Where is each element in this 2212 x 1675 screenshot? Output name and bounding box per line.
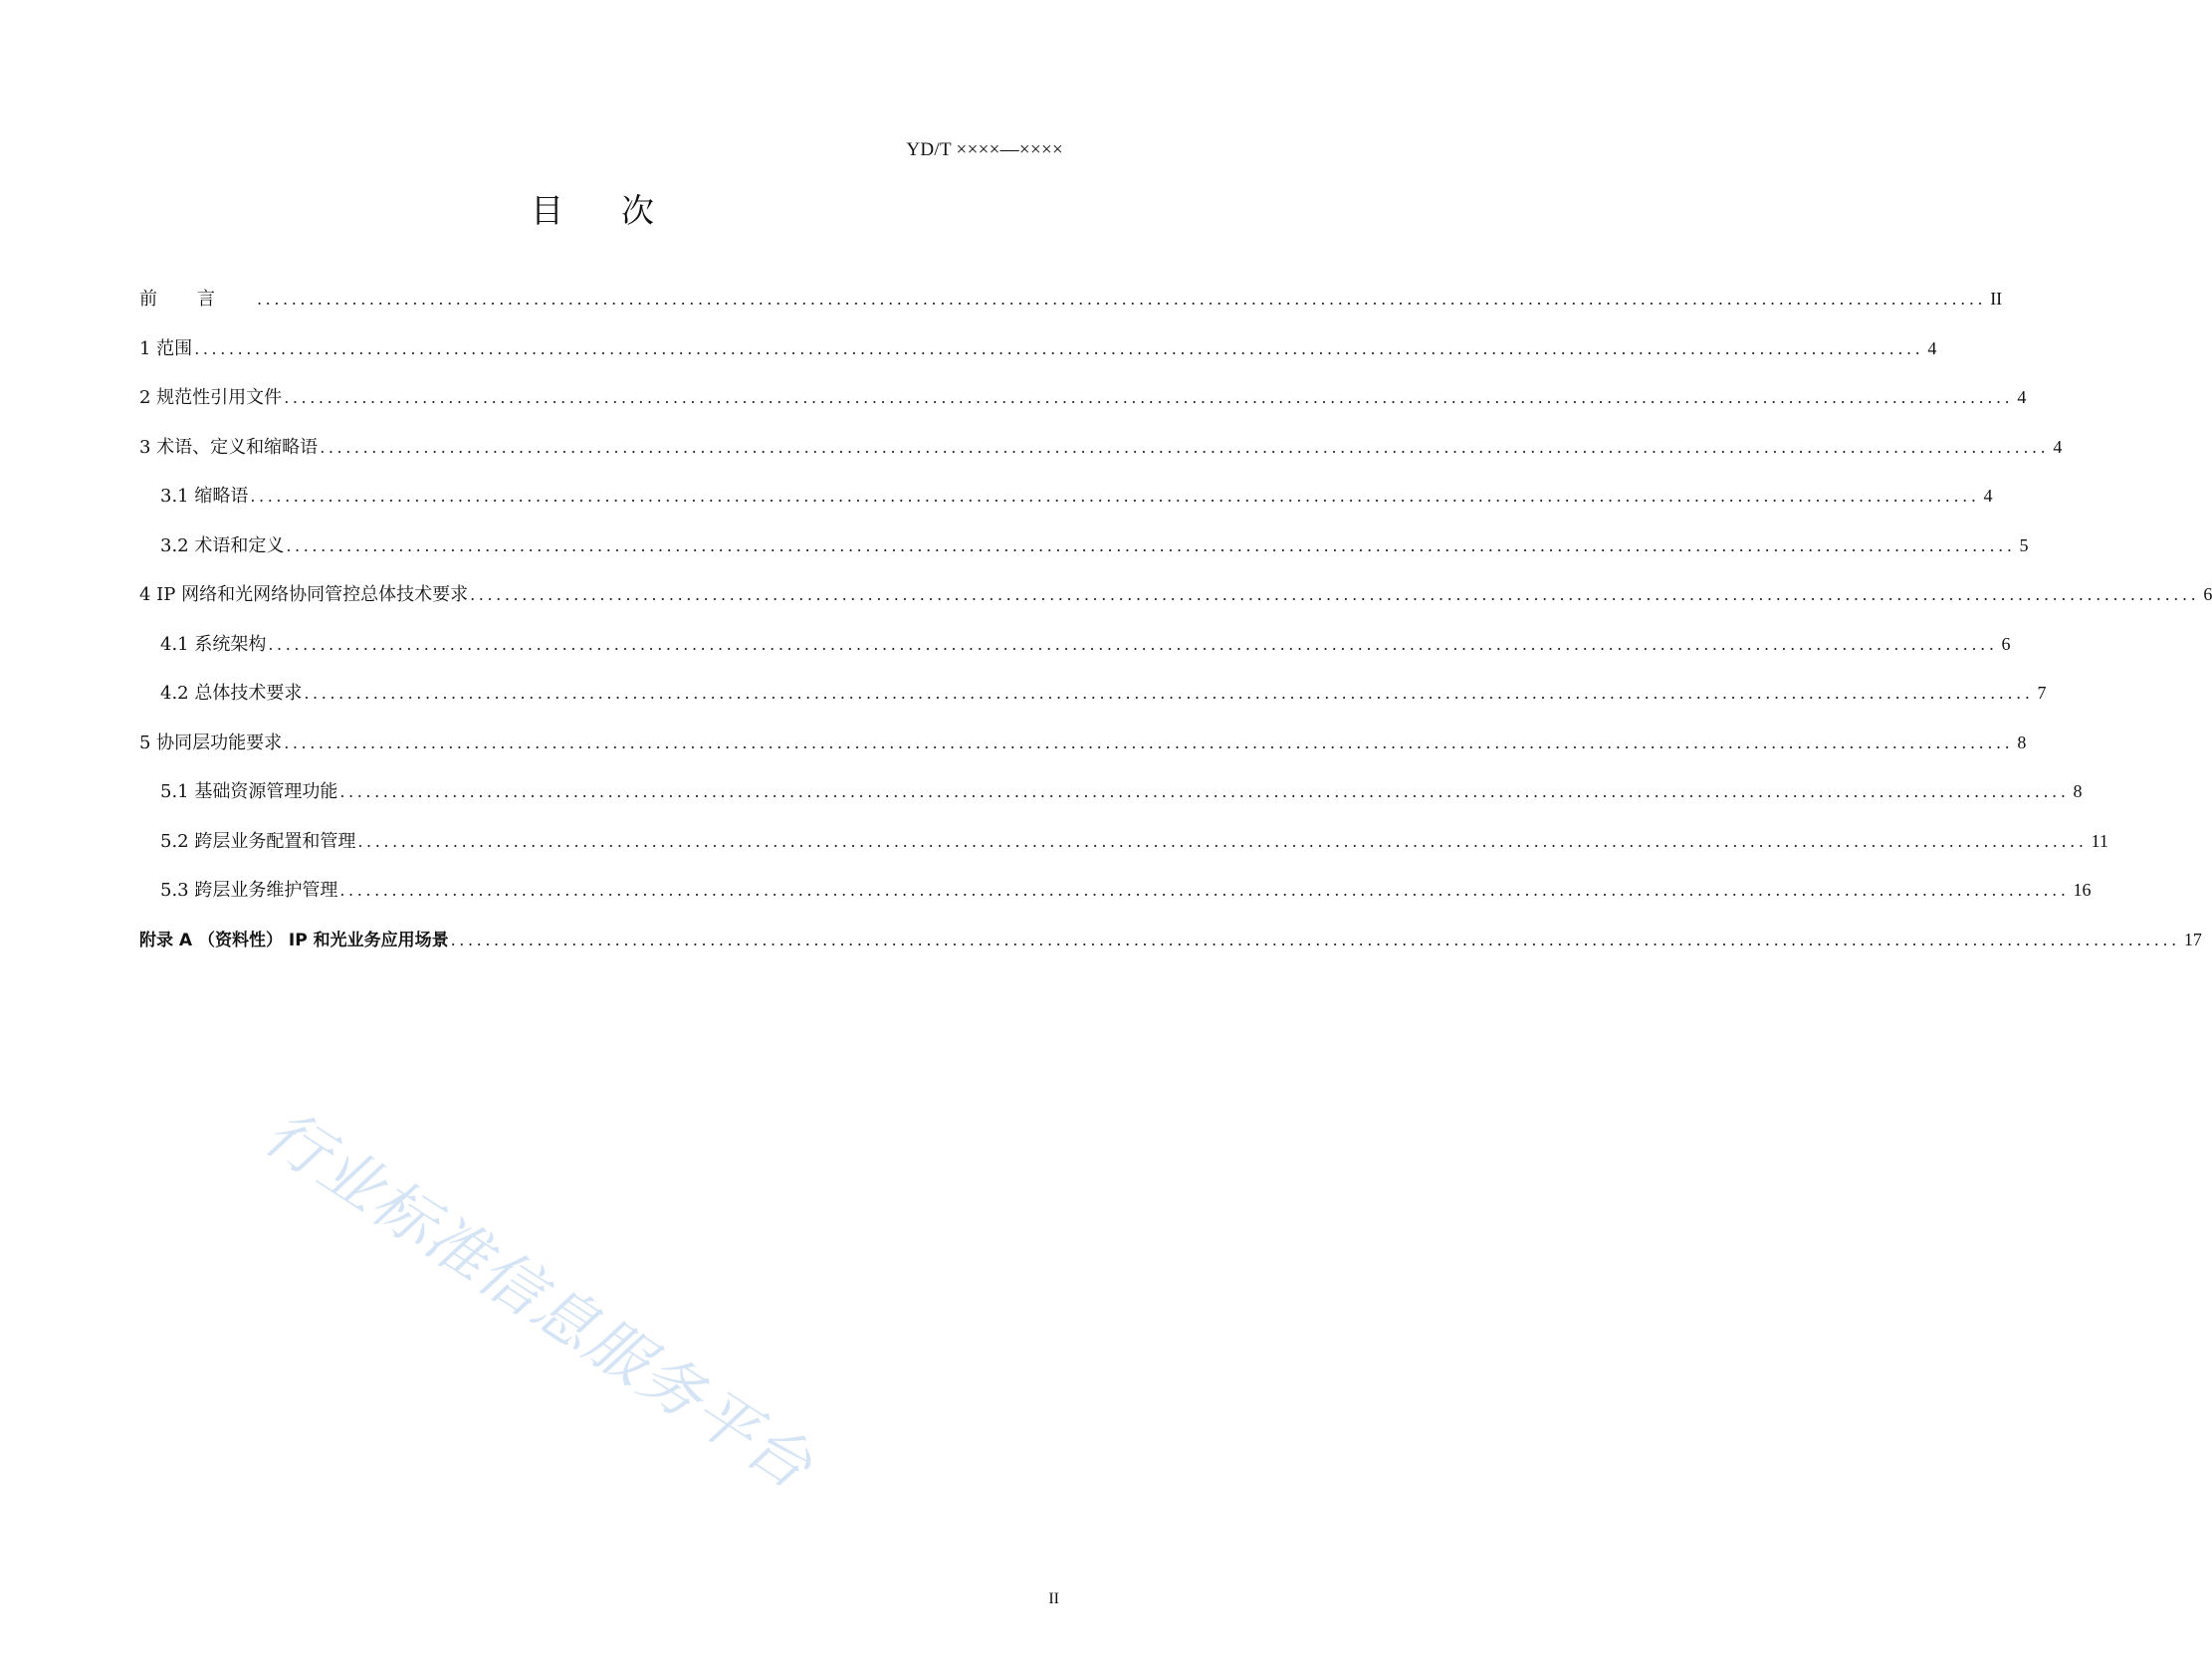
toc-entry-page: 8	[2017, 732, 2027, 752]
toc-entry-page: II	[1990, 289, 2003, 309]
toc-entry-page: 5	[2019, 534, 2029, 555]
toc-entry-foreword[interactable]	[139, 287, 2003, 336]
toc-entry-page: 4	[1927, 337, 1937, 358]
toc-entry-label: 5.2 跨层业务配置和管理	[160, 830, 356, 852]
dot-leader: ........................................................................................................................................................................................................	[339, 881, 2070, 900]
dot-leader: ........................................................................................................................................................................................................	[268, 634, 1998, 654]
toc-entry-appendix-a[interactable]	[139, 928, 2202, 977]
toc-entry-terms[interactable]	[139, 435, 2063, 485]
toc-entry-coordination-layer[interactable]	[139, 731, 2027, 780]
toc-entry-page: 4	[2053, 436, 2063, 457]
toc-entry-page: 6	[2203, 584, 2212, 604]
toc-entry-page: 17	[2183, 929, 2202, 949]
toc-entry-label: 5.3 跨层业务维护管理	[160, 880, 338, 901]
toc-entry-page: 4	[2017, 387, 2027, 407]
toc-entry-label: 附录 A （资料性） IP 和光业务应用场景	[139, 930, 449, 950]
toc-entry-technical-requirements[interactable]	[139, 681, 2047, 731]
dot-leader: ........................................................................................................................................................................................................	[450, 930, 2180, 949]
dot-leader: ........................................................................................................................................................................................................	[470, 585, 2200, 604]
toc-entry-page: 4	[1983, 486, 1993, 506]
toc-entry-page: 7	[2037, 683, 2047, 703]
toc-entry-normative-references[interactable]	[139, 385, 2027, 435]
toc-entry-service-maintenance[interactable]	[139, 878, 2092, 928]
dot-leader: ........................................................................................................................................................................................................	[257, 290, 1987, 309]
toc-entry-page: 6	[2001, 633, 2011, 654]
toc-entry-scope[interactable]	[139, 336, 1937, 386]
table-of-contents	[139, 287, 2212, 976]
toc-entry-label: 前言	[139, 289, 255, 310]
toc-entry-label: 1 范围	[139, 337, 193, 359]
document-code: YD/T ××××—××××	[906, 139, 1063, 160]
toc-entry-label: 3 术语、定义和缩略语	[139, 436, 319, 458]
toc-entry-page: 8	[2073, 781, 2083, 801]
toc-entry-label: 2 规范性引用文件	[139, 387, 283, 408]
dot-leader: ........................................................................................................................................................................................................	[284, 388, 2014, 407]
toc-entry-abbreviations[interactable]	[139, 484, 1993, 533]
toc-entry-page: 16	[2073, 880, 2092, 900]
dot-leader: ........................................................................................................................................................................................................	[194, 338, 1924, 358]
dot-leader: ........................................................................................................................................................................................................	[284, 733, 2014, 752]
toc-entry-label: 5 协同层功能要求	[139, 732, 283, 753]
toc-entry-label: 4.1 系统架构	[160, 633, 267, 655]
dot-leader: ........................................................................................................................................................................................................	[304, 684, 2034, 703]
dot-leader: ........................................................................................................................................................................................................	[339, 782, 2070, 801]
toc-entry-label: 4.2 总体技术要求	[160, 683, 303, 704]
dot-leader: ........................................................................................................................................................................................................	[320, 437, 2050, 457]
watermark: 行业标准信息服务平台	[252, 1095, 826, 1504]
toc-entry-service-configuration[interactable]	[139, 829, 2108, 879]
toc-entry-architecture[interactable]	[139, 632, 2011, 682]
toc-entry-label: 3.1 缩略语	[160, 486, 249, 507]
page-number: II	[1048, 1590, 1059, 1607]
dot-leader: ........................................................................................................................................................................................................	[250, 487, 1980, 506]
toc-entry-label: 3.2 术语和定义	[160, 534, 285, 556]
toc-entry-definitions[interactable]	[139, 533, 2029, 583]
toc-entry-label: 5.1 基础资源管理功能	[160, 781, 338, 802]
dot-leader: ........................................................................................................................................................................................................	[357, 831, 2088, 851]
toc-entry-resource-management[interactable]	[139, 779, 2083, 829]
toc-entry-general-requirements[interactable]	[139, 582, 2212, 632]
toc-entry-label: 4 IP 网络和光网络协同管控总体技术要求	[139, 584, 469, 605]
page-title: 目次	[531, 191, 712, 230]
toc-entry-page: 11	[2091, 830, 2108, 851]
dot-leader: ........................................................................................................................................................................................................	[286, 535, 2016, 555]
